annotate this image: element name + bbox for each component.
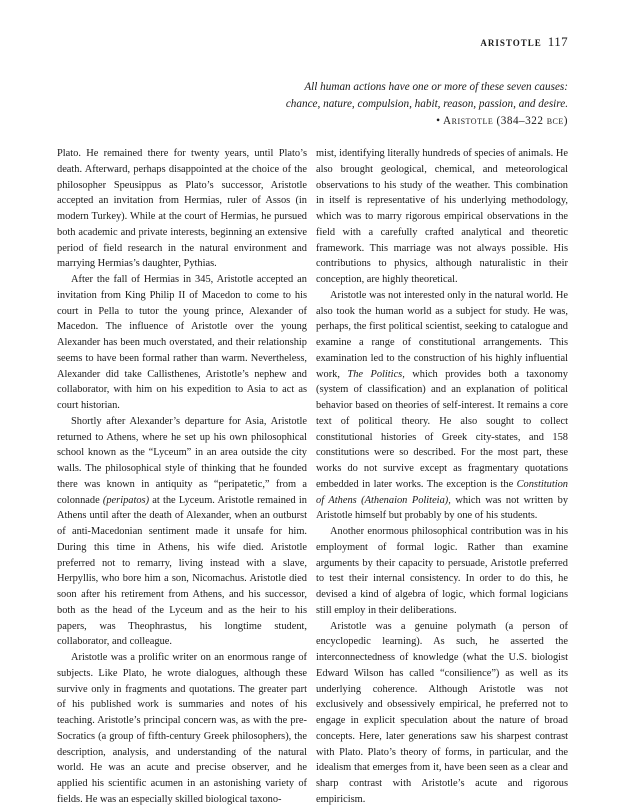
page-number: 117: [547, 34, 568, 49]
paragraph: Aristotle was a prolific writer on an enormous range of subjects. Like Plato, he wrote dialogues, although these survive only in fragments and quotations. The greater part of his published work is summaries and notes of his teaching. Aristotle’s principal concern was, as with the pre-Socratics (a group of fifth-century Greek philosophers), the description, analysis, and understanding of the natural world. He was an acute and precise observer, and he applied his scientific acumen in an astonishing variety of fields. He was an especially skilled biological taxono-: [57, 652, 307, 805]
epigraph-attribution: Aristotle (384–322 bce): [443, 115, 568, 127]
paragraph: Aristotle was a genuine polymath (a person of encyclopedic learning). As such, he asserted the interconnectedness of knowledge (what the U.S. biologist Edward Wilson has called “consilience”) as well as its underlying coherence. Although Aristotle was not exclusively and obsessively empirical, he preferred not to engage in explicit speculation about the nature of broad concepts. Here, later generations saw his sharpest contrast with Plato. Plato’s theory of forms, in particular, and the idealism that emerges from it, have been seen as a clear and sharp contrast with Aristotle’s acute and rigorous empiricism.: [316, 620, 568, 805]
paragraph: Aristotle was not interested only in the natural world. He also took the human world as a subject for study. He was, perhaps, the first political scientist, seeking to catalogue and examine a range of constitutional arrangements. This examination led to the construction of his highly influential work, The Politics, which provides both a taxonomy (system of classification) and an explanation of political behavior based on theories of self-interest. It remains a core text of political theory. He also sought to collect constitutional histories of Greek city-states, and 158 constitutions were so described. For the most part, these works do not survive except as fragmentary quotations embedded in later works. The exception is the Constitution of Athens (Athenaion Politeia), which was not written by Aristotle himself but probably by one of his students.: [316, 289, 569, 522]
paragraph: mist, identifying literally hundreds of species of animals. He also brought geological, chemical, and meteorological observations to his study of the weather. This combination in itself is representative of his underlying methodology, which was to marry rigorous empirical observations in the field with a carefully crafted analytical and theoretic framework. This marriage was not always possible. His contributions to physics, although naturalistic in their conception, are highly theoretical.: [316, 148, 568, 285]
left-column: [57, 146, 307, 808]
paragraph: Another enormous philosophical contribution was in his employment of formal logic. Rather than examine arguments by their capacity to persuade, Aristotle preferred to test their internal consistency. In order to do this, he devised a kind of algebra of logic, which formal logicians still employ in their deliberations.: [316, 526, 568, 616]
running-header: [480, 34, 568, 50]
paragraph: After the fall of Hermias in 345, Aristotle accepted an invitation from King Philip II of Macedon to come to his court in Pella to tutor the young prince, Alexander of Macedon. The influence of Aristotle over the young Alexander has been much overstated, and their relationship seems to have been formal rather than warm. Nevertheless, Alexander did take Callisthenes, Aristotle’s nephew and collaborator, with him on his expedition to Asia to act as court historian.: [57, 274, 307, 411]
epigraph: [268, 79, 568, 130]
right-column: [316, 146, 568, 808]
bullet-icon: •: [436, 115, 441, 127]
paragraph: Shortly after Alexander’s departure for Asia, Aristotle returned to Athens, where he set up his own philosophical school known as the “Lyceum” in an area outside the city walls. The philosophical style of thinking that he founded there was known in antiquity as “peripatetic,” from a colonnade (peripatos) at the Lyceum. Aristotle remained in Athens until after the death of Alexander, when an outburst of anti-Macedonian sentiment made it unsafe for him. During this time in Athens, his wife died. Aristotle preferred not to remarry, living instead with a slave, Herpyllis, who bore him a son, Nicomachus. Aristotle died soon after his retirement from Athens, and his successor, both as the head of the Lyceum and as the heir to his papers, was Theophrastus, his longtime student, collaborator, and colleague.: [57, 415, 307, 648]
epigraph-text: All human actions have one or more of these seven causes: chance, nature, compulsion, habit, reason, passion, and desire.: [285, 81, 568, 110]
running-title: aristotle: [480, 35, 542, 49]
paragraph: Plato. He remained there for twenty years, until Plato’s death. Afterward, perhaps disappointed at the choice of the philosopher Speusippus as Plato’s successor, Aristotle accepted an invitation from Hermias, ruler of Assos (in modern Turkey). While at the court of Hermias, he pursued both academic and private interests, beginning an extensive period of field research in the natural environment and marrying Hermias’s daughter, Pythias.: [57, 148, 307, 270]
